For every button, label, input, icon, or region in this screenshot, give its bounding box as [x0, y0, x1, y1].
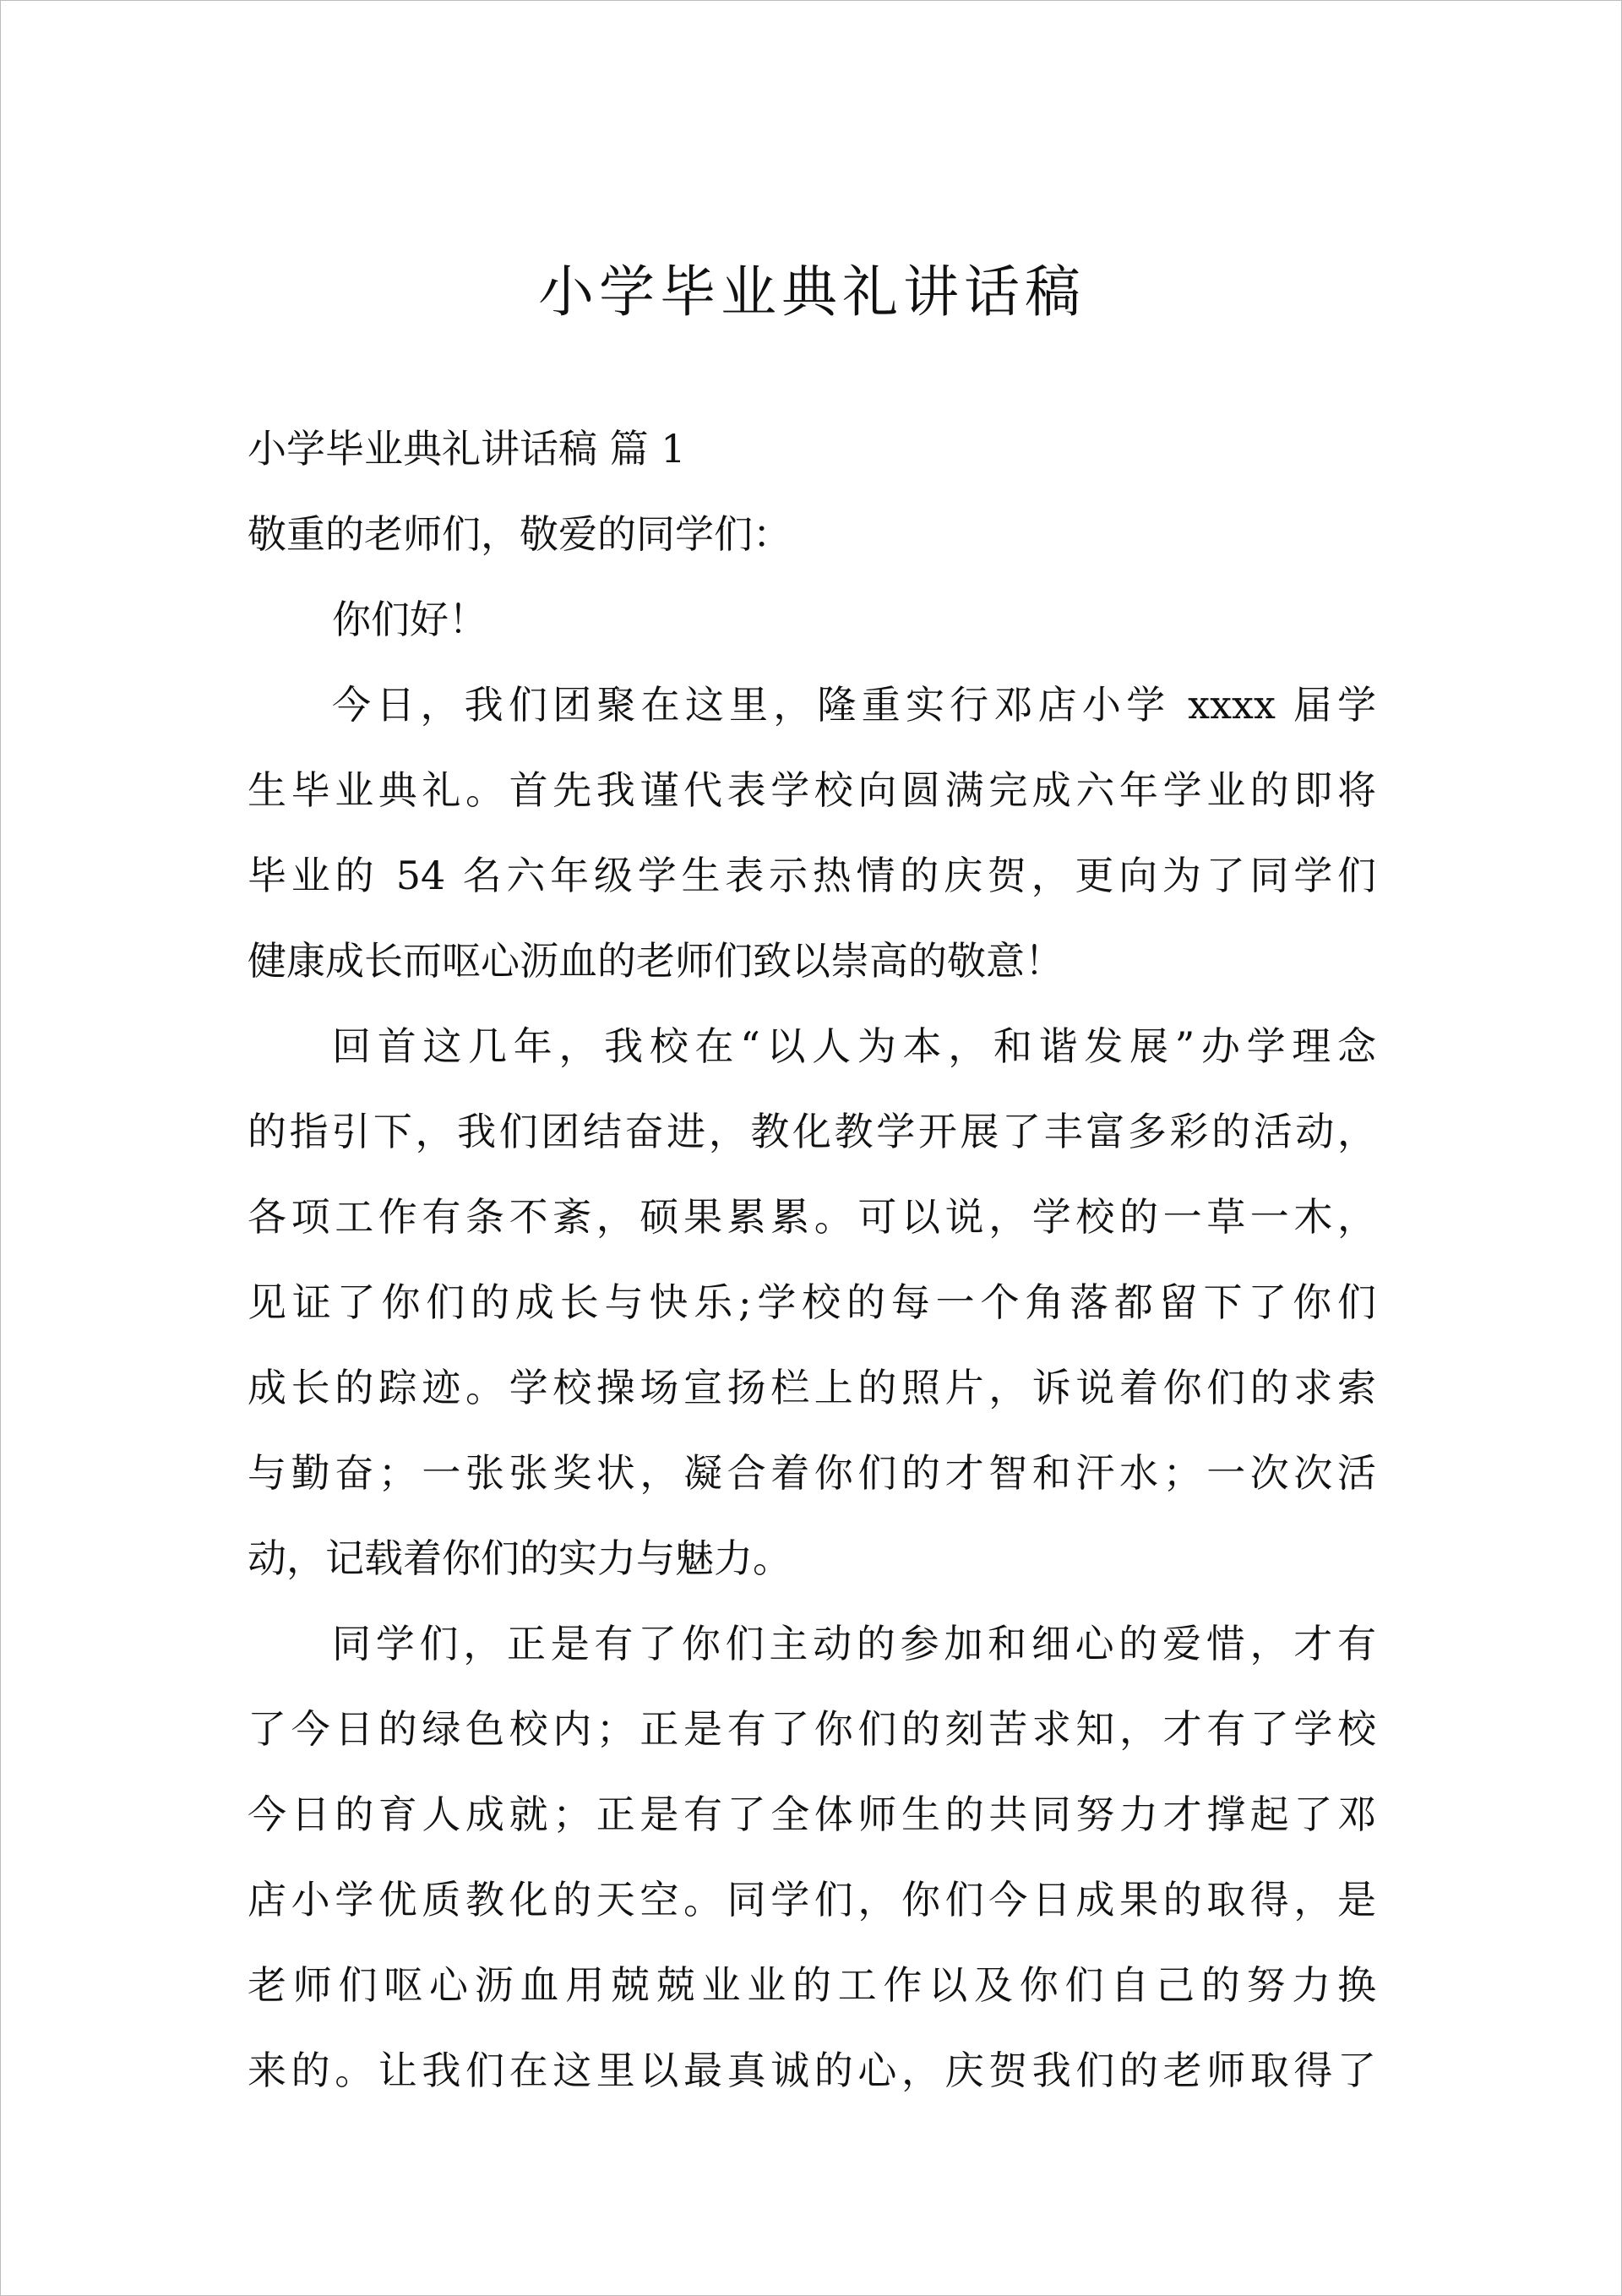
paragraph-line: 今日，我们团聚在这里，隆重实行邓店小学 xxxx 届学 [332, 682, 1376, 728]
salutation: 敬重的老师们，敬爱的同学们： [248, 511, 792, 557]
paragraph-line: 老师们呕心沥血用兢兢业业的工作以及你们自己的努力换 [248, 1962, 1376, 2008]
greeting: 你们好！ [332, 597, 487, 642]
paragraph-line: 回首这几年，我校在“以人为本，和谐发展”办学理念 [332, 1023, 1376, 1069]
paragraph-line: 动，记载着你们的实力与魅力。 [248, 1535, 792, 1581]
paragraph-line: 的指引下，我们团结奋进，教化教学开展了丰富多彩的活动， [248, 1109, 1376, 1154]
paragraph-line: 成长的踪迹。学校操场宣扬栏上的照片，诉说着你们的求索 [248, 1365, 1376, 1410]
paragraph-line: 店小学优质教化的天空。同学们，你们今日成果的取得，是 [248, 1877, 1376, 1922]
paragraph-line: 健康成长而呕心沥血的老师们致以崇高的敬意！ [248, 938, 1064, 984]
section-heading: 小学毕业典礼讲话稿 篇 1 [248, 426, 686, 472]
paragraph-line: 生毕业典礼。首先我谨代表学校向圆满完成六年学业的即将 [248, 767, 1376, 813]
paragraph-line: 各项工作有条不紊，硕果累累。可以说，学校的一草一木， [248, 1194, 1376, 1240]
paragraph-line: 见证了你们的成长与快乐;学校的每一个角落都留下了你们 [248, 1279, 1376, 1325]
paragraph-3 [248, 1601, 1376, 2113]
paragraph-2 [248, 1004, 1376, 1601]
paragraph-line: 与勤奋；一张张奖状，凝合着你们的才智和汗水；一次次活 [248, 1450, 1376, 1496]
document-title: 小学毕业典礼讲话稿 [538, 259, 1086, 324]
paragraph-1 [248, 663, 1376, 1004]
document-body [248, 406, 1376, 2113]
paragraph-line: 同学们，正是有了你们主动的参加和细心的爱惜，才有 [332, 1621, 1376, 1666]
paragraph-line: 今日的育人成就；正是有了全体师生的共同努力才撑起了邓 [248, 1792, 1376, 1837]
paragraph-line: 毕业的 54 名六年级学生表示热情的庆贺，更向为了同学们 [248, 853, 1376, 898]
paragraph-line: 了今日的绿色校内；正是有了你们的刻苦求知，才有了学校 [248, 1706, 1376, 1752]
paragraph-line: 来的。让我们在这里以最真诚的心，庆贺我们的老师取得了 [248, 2048, 1376, 2093]
